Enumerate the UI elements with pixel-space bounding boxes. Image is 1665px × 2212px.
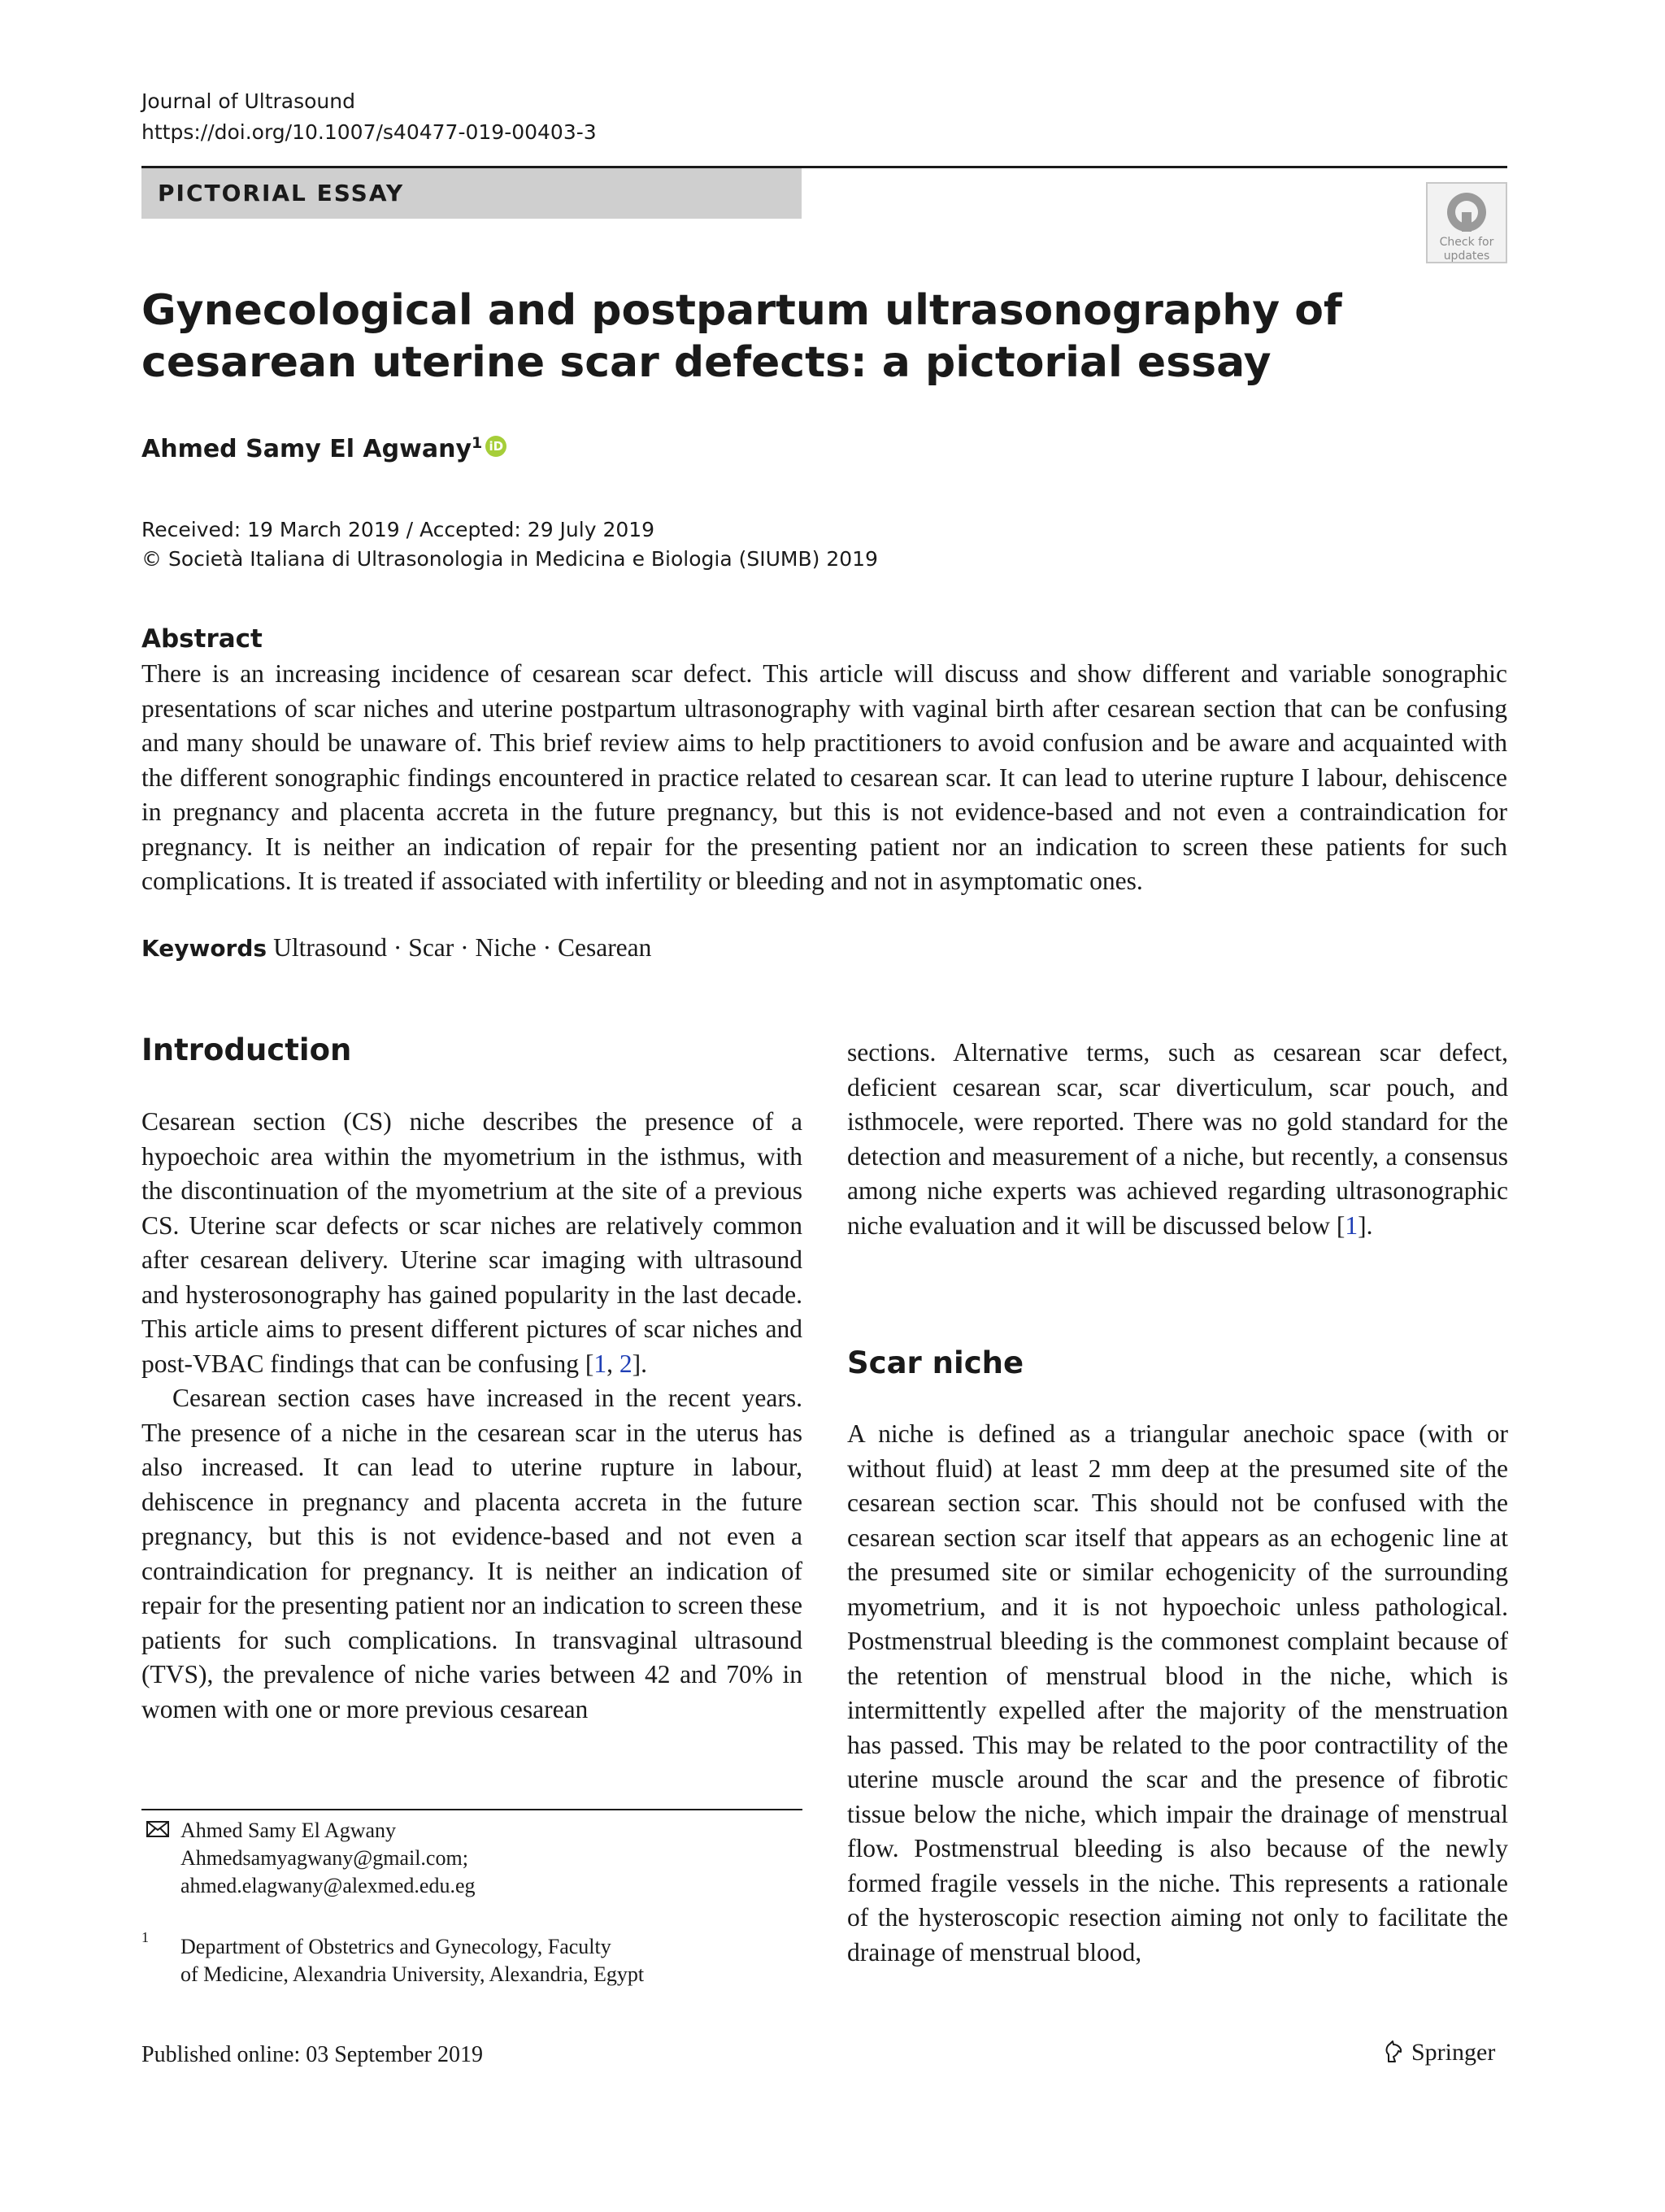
corresponding-email-2[interactable]: ahmed.elagwany@alexmed.edu.eg	[180, 1874, 476, 1897]
intro-p1-text: Cesarean section (CS) niche describes the presence of a hypoechoic area within the myometrium in the isthmus, with the discontinuation of the myometrium at the site of a previous CS. Uterine scar defects or scar niches are relatively common after cesarean delivery. Uterine scar imaging with ultrasound and hysterosonography has gained popularity in the last decade. This article aims to present different pictures of scar niches and post-VBAC findings that can be confusing [	[141, 1107, 802, 1378]
scar-niche-heading: Scar niche	[847, 1345, 1024, 1380]
received-accepted-dates: Received: 19 March 2019 / Accepted: 29 July 2019	[141, 518, 655, 541]
introduction-continuation	[847, 1036, 1508, 1243]
introduction-paragraph-2: Cesarean section cases have increased in the recent years. The presence of a niche in the cesarean scar in the uterus has also increased. It can lead to uterine rupture in labour, dehiscence in pregnancy and placenta accreta in the future pregnancy, but this is not evidence-based and not even a contraindication for pregnancy. It is neither an indication of repair for the presenting patient nor an indication to screen these patients for such complications. In transvaginal ultrasound (TVS), the prevalence of niche varies between 42 and 70% in women with one or more previous cesarean	[141, 1384, 802, 1723]
published-online-date: Published online: 03 September 2019	[141, 2042, 483, 2067]
introduction-body	[141, 1105, 802, 1727]
crossmark-icon	[1445, 190, 1489, 234]
abstract-text: There is an increasing incidence of cesarean scar defect. This article will discuss and show different and variable sonographic presentations of scar niches and uterine postpartum ultrasonography with vaginal birth after cesarean section that can be confusing and many should be unaware of. This brief review aims to help practitioners to avoid confusion and be aware and acquainted with the different sonographic findings encountered in practice related to cesarean scar. It can lead to uterine rupture I labour, dehiscence in pregnancy and placenta accreta in the future pregnancy, but this is not evidence-based and not even a contraindication for pregnancy. It is neither an indication of repair for the presenting patient nor an indication to screen these patients for such complications. It is treated if associated with infertility or bleeding and not in asymptomatic ones.	[141, 659, 1507, 895]
badge-label-2: updates	[1443, 250, 1490, 263]
article-type-band: PICTORIAL ESSAY	[141, 168, 802, 219]
citation-close-b: ].	[1358, 1210, 1373, 1240]
introduction-heading: Introduction	[141, 1032, 352, 1067]
keywords-label: Keywords	[141, 935, 267, 962]
citation-separator: ,	[606, 1349, 619, 1378]
affiliation-line-1: Department of Obstetrics and Gynecology, Faculty	[180, 1935, 611, 1958]
copyright-line: © Società Italiana di Ultrasonologia in Medicina e Biologia (SIUMB) 2019	[141, 547, 878, 571]
abstract-heading: Abstract	[141, 624, 263, 654]
introduction-paragraph-2-cont	[847, 1036, 1508, 1243]
footnote-rule	[141, 1809, 802, 1810]
check-for-updates-badge[interactable]	[1426, 182, 1507, 263]
envelope-icon	[146, 1821, 169, 1837]
article-title: Gynecological and postpartum ultrasonography of cesarean uterine scar defects: a pictorial essay	[141, 286, 1342, 387]
keywords-text: Ultrasound · Scar · Niche · Cesarean	[273, 933, 652, 962]
corresponding-author-name: Ahmed Samy El Agwany	[180, 1819, 397, 1842]
citation-link-2[interactable]: 2	[619, 1349, 633, 1378]
affiliation-line-2: of Medicine, Alexandria University, Alexandria, Egypt	[180, 1962, 645, 1986]
corresponding-author-block	[180, 1817, 476, 1900]
publisher-logo	[1382, 2039, 1495, 2066]
author-line	[141, 434, 506, 463]
citation-link-1b[interactable]: 1	[1345, 1210, 1359, 1240]
citation-link-1[interactable]: 1	[593, 1349, 607, 1378]
citation-close: ].	[632, 1349, 648, 1378]
badge-label-1: Check for	[1439, 236, 1494, 249]
author-affiliation-marker: 1	[472, 434, 483, 452]
scar-niche-body	[847, 1417, 1508, 1970]
introduction-paragraph-1	[141, 1105, 802, 1381]
author-name[interactable]: Ahmed Samy El Agwany	[141, 435, 472, 463]
springer-horse-icon	[1382, 2040, 1406, 2064]
intro-cont-text: sections. Alternative terms, such as cesarean scar defect, deficient cesarean scar, scar diverticulum, scar pouch, and isthmocele, were reported. There was no gold standard for the detection and measurement of a niche, but recently, a consensus among niche experts was achieved regarding ultrasonographic niche evaluation and it will be discussed below [	[847, 1038, 1508, 1240]
scar-niche-paragraph: A niche is defined as a triangular anechoic space (with or without fluid) at least 2 mm deep at the presumed site of the cesarean section scar. This should not be confused with the cesarean section scar itself that appears as an echogenic line at the presumed site or similar echogenicity of the surrounding myometrium, and it is not hypoechoic unless pathological. Postmenstrual bleeding is the commonest complaint because of the retention of menstrual blood in the niche, which is intermittently expelled after the majority of the menstruation has passed. This may be related to the poor contractility of the uterine muscle around the scar and the presence of fibrotic tissue below the niche, which impair the drainage of menstrual flow. Postmenstrual bleeding is also because of the newly formed fragile vessels in the niche. This represents a rationale of the hysteroscopic resection aiming not only to facilitate the drainage of menstrual blood,	[847, 1419, 1508, 1966]
keywords-line	[141, 933, 651, 963]
corresponding-email-1[interactable]: Ahmedsamyagwany@gmail.com;	[180, 1846, 468, 1870]
journal-name: Journal of Ultrasound	[141, 89, 355, 113]
orcid-icon[interactable]: iD	[485, 436, 506, 457]
affiliation-number: 1	[141, 1929, 149, 1945]
affiliation-block	[180, 1933, 644, 1988]
publisher-name: Springer	[1411, 2039, 1496, 2066]
doi-link[interactable]: https://doi.org/10.1007/s40477-019-00403-3	[141, 120, 597, 144]
